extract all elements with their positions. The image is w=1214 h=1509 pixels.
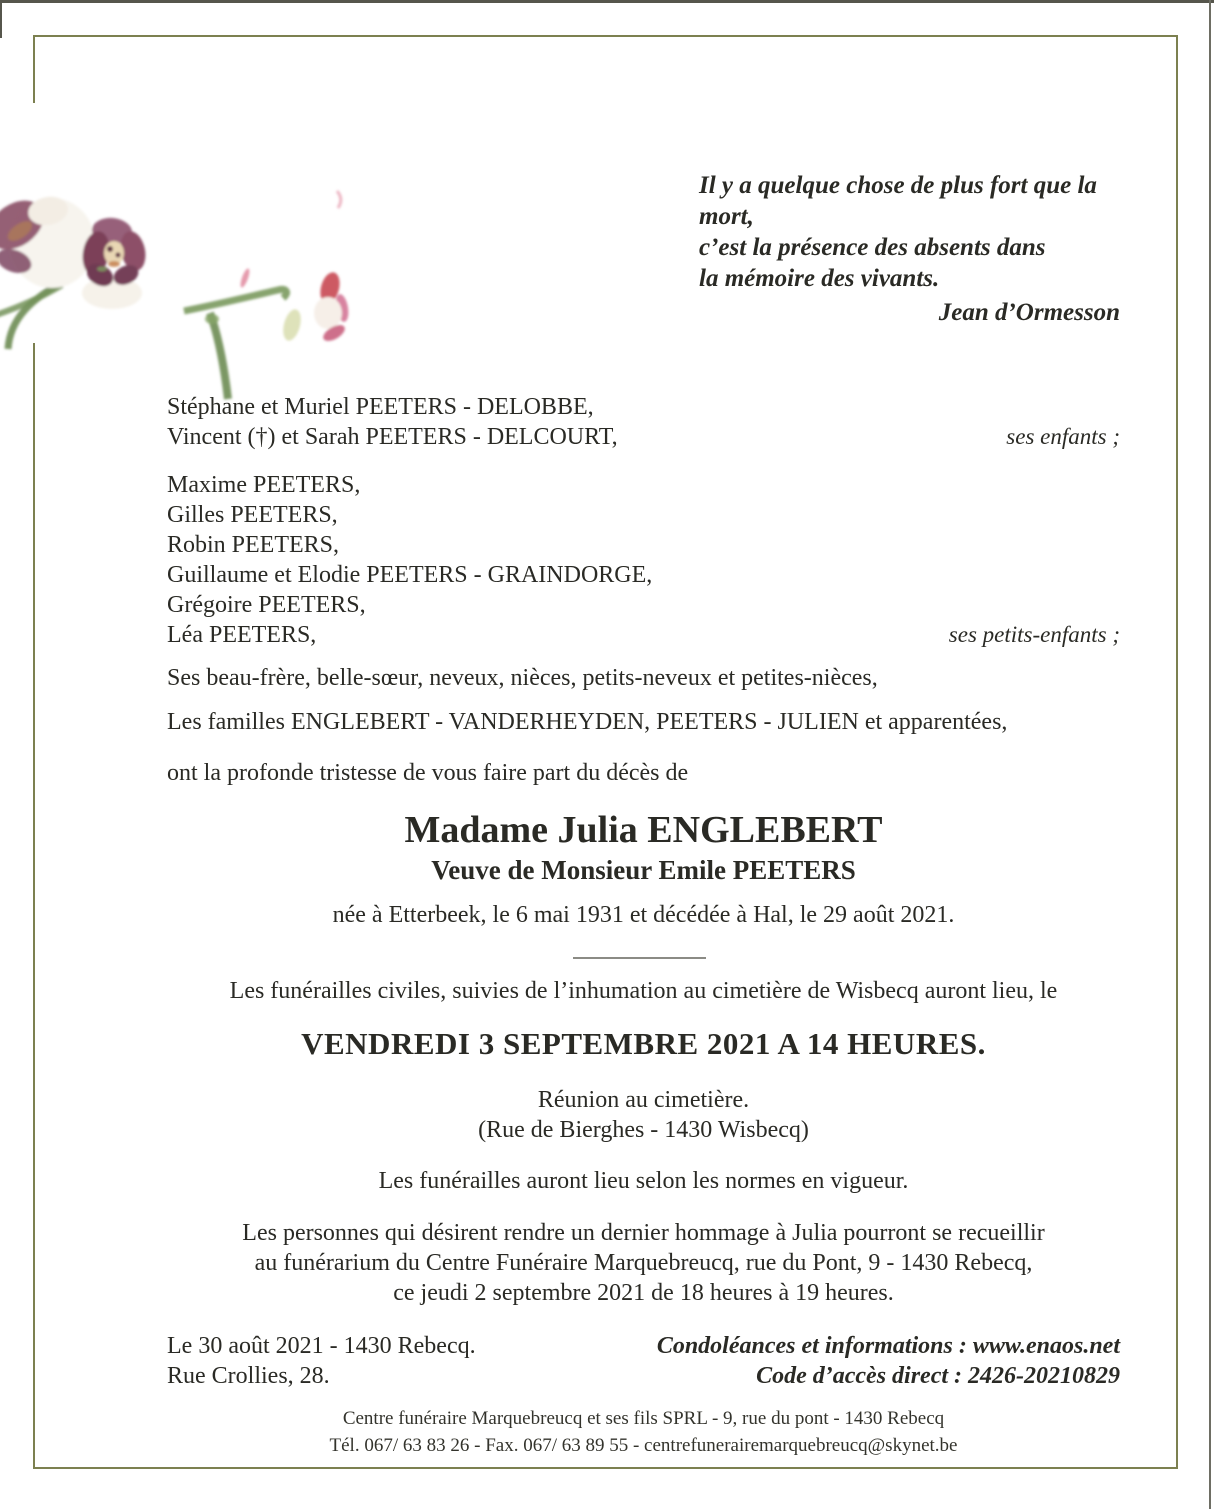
children-list: [167, 392, 1120, 452]
access-code-line: Code d’accès direct : 2426-20210829: [756, 1363, 1120, 1389]
homage-line: Les personnes qui désirent rendre un dernier hommage à Julia pourront se recueillir: [242, 1220, 1045, 1246]
ceremony-meeting: Réunion au cimetière.: [537, 1087, 750, 1113]
ceremony-intro: Les funérailles civiles, suivies de l’inhumation au cimetière de Wisbecq auront lieu, le: [229, 978, 1058, 1004]
relation-label-children: ses enfants ;: [1006, 424, 1120, 449]
scan-edge-left: [0, 0, 2, 38]
section-divider: [573, 957, 706, 959]
list-item: Grégoire PEETERS,: [167, 592, 366, 618]
relatives-line: Ses beau-frère, belle-sœur, neveux, nièces, petits-neveux et petites-nièces,: [167, 665, 878, 691]
orchid-photo: [0, 103, 360, 403]
list-item: Vincent (†) et Sarah PEETERS - DELCOURT,: [167, 424, 618, 450]
families-line: Les familles ENGLEBERT - VANDERHEYDEN, PEETERS - JULIEN et apparentées,: [167, 709, 1008, 735]
homage-line: au funérarium du Centre Funéraire Marquebreucq, rue du Pont, 9 - 1430 Rebecq,: [254, 1250, 1033, 1276]
quote-line: c’est la présence des absents dans: [699, 234, 1046, 261]
list-item: Léa PEETERS,: [167, 622, 317, 648]
funeral-home-footer: [167, 1405, 1120, 1459]
deceased-name: Madame Julia ENGLEBERT: [404, 809, 883, 851]
scan-edge-right: [1209, 0, 1211, 1509]
relation-label-grandchildren: ses petits-enfants ;: [948, 622, 1120, 647]
announcement-line: ont la profonde tristesse de vous faire part du décès de: [167, 760, 689, 786]
ceremony-meeting-address: (Rue de Bierghes - 1430 Wisbecq): [478, 1117, 809, 1143]
list-item: Gilles PEETERS,: [167, 502, 338, 528]
sender-date-place: Le 30 août 2021 - 1430 Rebecq.: [167, 1333, 476, 1359]
funeral-home-address: Centre funéraire Marquebreucq et ses fils SPRL - 9, rue du pont - 1430 Rebecq: [342, 1408, 945, 1429]
list-item: Guillaume et Elodie PEETERS - GRAINDORGE,: [167, 562, 653, 588]
memorial-quote: [699, 170, 1120, 328]
homage-line: ce jeudi 2 septembre 2021 de 18 heures à 19 heures.: [393, 1280, 894, 1306]
funeral-home-contact: Tél. 067/ 63 83 26 - Fax. 067/ 63 89 55 - centrefunerairemarquebreucq@skynet.be: [329, 1435, 958, 1456]
quote-line: la mémoire des vivants.: [699, 265, 940, 292]
list-item: Maxime PEETERS,: [167, 472, 361, 498]
condolences-line: Condoléances et informations : www.enaos.net: [656, 1333, 1120, 1359]
quote-author: Jean d’Ormesson: [938, 299, 1120, 326]
deceased-subtitle: Veuve de Monsieur Emile PEETERS: [431, 855, 856, 885]
sender-street: Rue Crollies, 28.: [167, 1363, 330, 1389]
list-item: Robin PEETERS,: [167, 532, 340, 558]
deceased-life-dates: née à Etterbeek, le 6 mai 1931 et décédée à Hal, le 29 août 2021.: [332, 902, 955, 928]
homage-paragraph: [167, 1218, 1120, 1308]
ceremony-date: VENDREDI 3 SEPTEMBRE 2021 A 14 HEURES.: [301, 1026, 986, 1061]
scan-edge-top: [0, 0, 1214, 3]
ceremony-norms: Les funérailles auront lieu selon les normes en vigueur.: [378, 1168, 909, 1194]
condolences-block: [657, 1331, 1120, 1391]
grandchildren-list: [167, 470, 1120, 650]
list-item: Stéphane et Muriel PEETERS - DELOBBE,: [167, 394, 594, 420]
quote-line: Il y a quelque chose de plus fort que la mort,: [699, 172, 1097, 230]
sender-address-block: [167, 1331, 476, 1391]
